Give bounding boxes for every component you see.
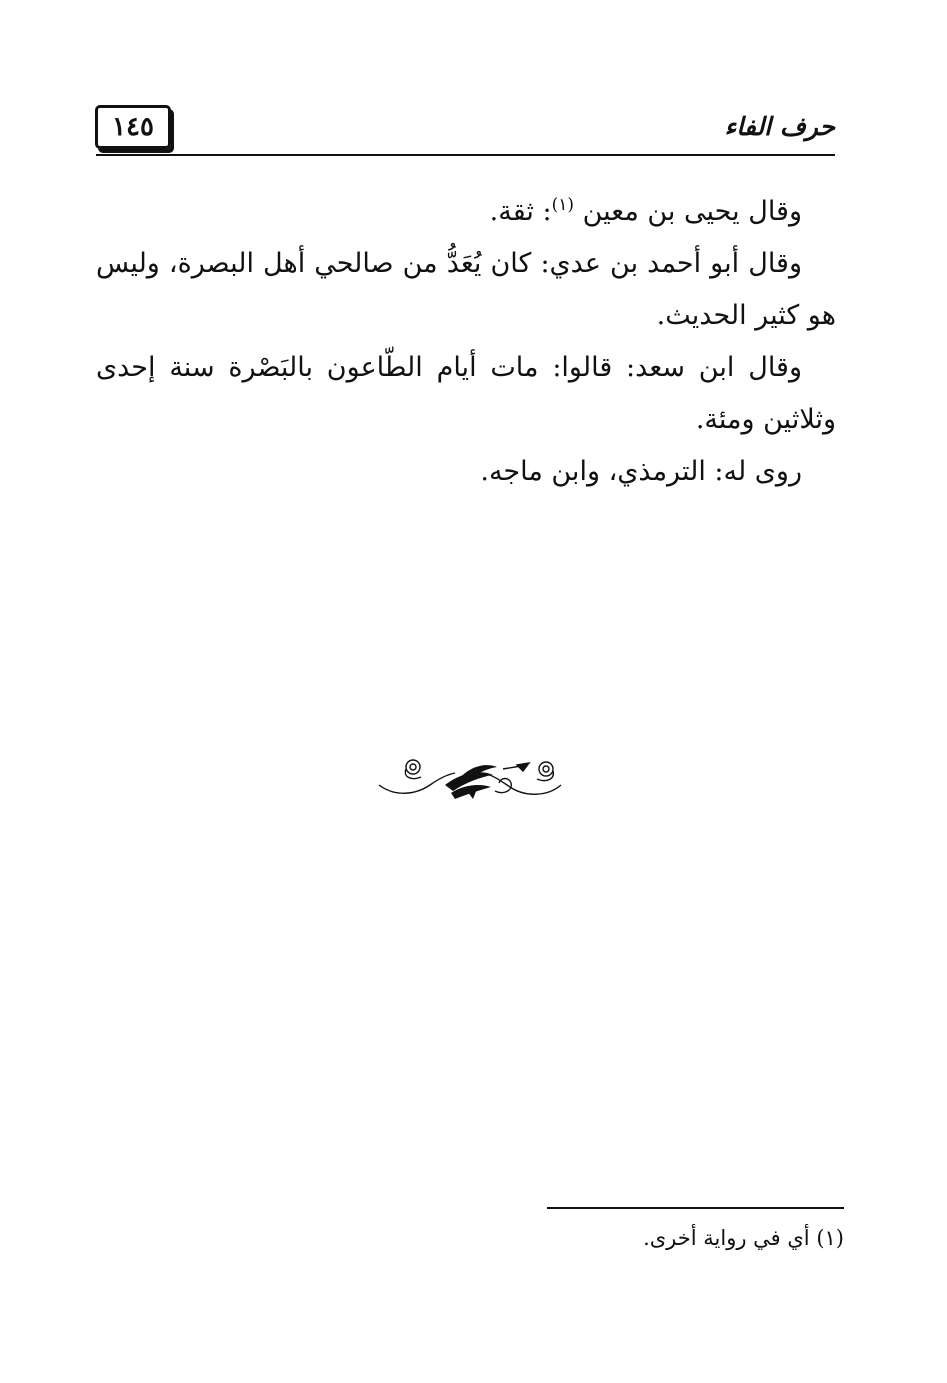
paragraph-1-text-end: : ثقة. (489, 196, 552, 227)
footnote-reference: (١) (551, 195, 575, 215)
main-text (96, 186, 836, 498)
paragraph-4: روى له: الترمذي، وابن ماجه. (480, 456, 802, 487)
paragraph-1-text: وقال يحيى بن معين (574, 196, 802, 227)
footnote-separator (547, 1207, 844, 1209)
page-number-box (95, 105, 171, 149)
footnote: (١) أي في رواية أخرى. (643, 1226, 844, 1250)
running-header-title: حرف الفاء (724, 112, 835, 141)
paragraph-1 (96, 186, 836, 238)
header-rule (96, 154, 835, 156)
paragraph-3: وقال ابن سعد: قالوا: مات أيام الطّاعون بالبَصْرة سنة إحدى وثلاثين ومئة. (96, 352, 836, 435)
floral-ornament-icon (375, 755, 565, 805)
page-number: ١٤٥ (112, 112, 154, 142)
paragraph-2: وقال أبو أحمد بن عدي: كان يُعَدُّ من صالحي أهل البصرة، وليس هو كثير الحديث. (96, 248, 836, 331)
